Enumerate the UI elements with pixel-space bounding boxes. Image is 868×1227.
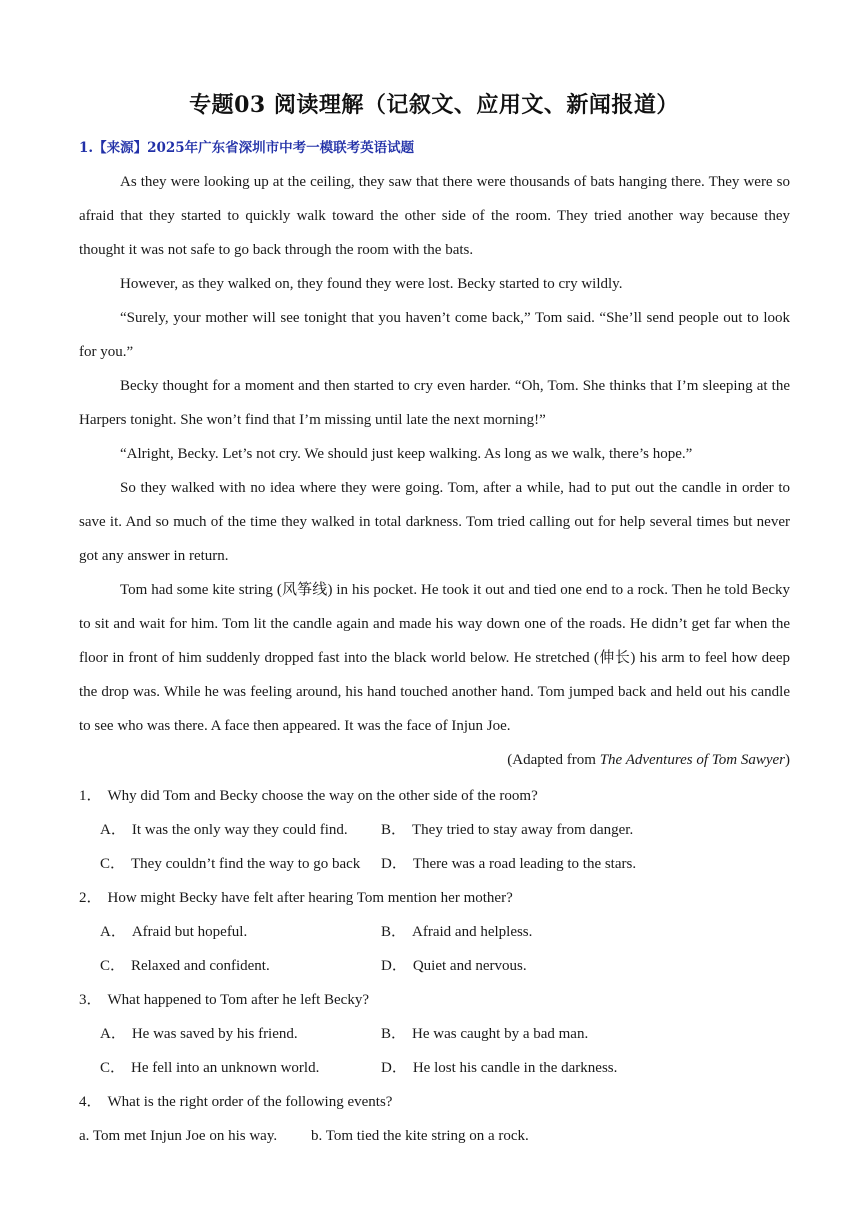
reading-passage	[79, 165, 790, 777]
option-d[interactable]	[381, 1051, 790, 1085]
question-stem: What happened to Tom after he left Becky?	[107, 992, 369, 1008]
event-list	[79, 1119, 790, 1153]
question-list	[79, 779, 790, 1153]
option-b[interactable]	[381, 915, 790, 949]
option-b[interactable]	[381, 1017, 790, 1051]
option-row	[79, 813, 790, 847]
option-row	[79, 1017, 790, 1051]
question-stem: What is the right order of the following events?	[107, 1094, 393, 1110]
passage-paragraph: However, as they walked on, they found they were lost. Becky started to cry wildly.	[120, 276, 623, 292]
option-text: Afraid but hopeful.	[131, 924, 248, 940]
option-row	[79, 847, 790, 881]
citation-prefix: (Adapted from	[507, 752, 600, 768]
citation-book-title: The Adventures of Tom Sawyer	[599, 752, 785, 768]
passage-paragraph: As they were looking up at the ceiling, they saw that there were thousands of bats hanging there. They were so afraid that they started to quickly walk toward the other side of the room. They tried another way because they thought it was not safe to go back through the room with the bats.	[79, 174, 790, 258]
option-letter: B．	[381, 924, 407, 940]
option-text: It was the only way they could find.	[131, 822, 348, 838]
question-4	[79, 1085, 790, 1119]
option-c[interactable]	[79, 847, 381, 881]
passage-paragraph: So they walked with no idea where they were going. Tom, after a while, had to put out the candle in order to save it. And so much of the time they walked in total darkness. Tom tried calling out for help several times but never got any answer in return.	[79, 480, 790, 564]
question-stem: How might Becky have felt after hearing Tom mention her mother?	[107, 890, 513, 906]
option-row	[79, 915, 790, 949]
option-text: They couldn’t find the way to go back	[131, 856, 361, 872]
option-text: There was a road leading to the stars.	[412, 856, 637, 872]
question-2	[79, 881, 790, 915]
option-a[interactable]	[79, 1017, 381, 1051]
option-row	[79, 1051, 790, 1085]
option-letter: D．	[381, 856, 407, 872]
option-text: He lost his candle in the darkness.	[412, 1060, 618, 1076]
passage-paragraph: Becky thought for a moment and then started to cry even harder. “Oh, Tom. She thinks that I’m sleeping at the Harpers tonight. She won’t find that I’m missing until late the next morning!”	[79, 378, 790, 428]
option-text: He fell into an unknown world.	[131, 1060, 320, 1076]
event-a: a. Tom met Injun Joe on his way.	[79, 1128, 278, 1144]
question-source: 1.【来源】2025年广东省深圳市中考一模联考英语试题	[79, 140, 415, 156]
option-letter: B．	[381, 1026, 407, 1042]
passage-citation	[79, 743, 790, 777]
option-letter: A．	[100, 1026, 126, 1042]
option-letter: B．	[381, 822, 407, 838]
page-title: 专题03 阅读理解（记叙文、应用文、新闻报道）	[189, 92, 679, 118]
option-text: They tried to stay away from danger.	[412, 822, 634, 838]
option-d[interactable]	[381, 949, 790, 983]
question-stem: Why did Tom and Becky choose the way on the other side of the room?	[107, 788, 538, 804]
option-text: Quiet and nervous.	[412, 958, 527, 974]
option-c[interactable]	[79, 1051, 381, 1085]
option-row	[79, 949, 790, 983]
passage-paragraph: “Surely, your mother will see tonight that you haven’t come back,” Tom said. “She’ll send people out to look for you.”	[79, 310, 790, 360]
event-b: b. Tom tied the kite string on a rock.	[311, 1128, 529, 1144]
option-letter: C．	[100, 1060, 126, 1076]
question-3	[79, 983, 790, 1017]
option-c[interactable]	[79, 949, 381, 983]
option-a[interactable]	[79, 813, 381, 847]
option-text: He was caught by a bad man.	[412, 1026, 589, 1042]
option-letter: C．	[100, 958, 126, 974]
question-number: 2．	[79, 890, 102, 906]
option-letter: D．	[381, 1060, 407, 1076]
passage-paragraph: “Alright, Becky. Let’s not cry. We should just keep walking. As long as we walk, there’s hope.”	[120, 446, 693, 462]
question-number: 4．	[79, 1094, 102, 1110]
option-letter: A．	[100, 822, 126, 838]
question-number: 1．	[79, 788, 102, 804]
option-letter: C．	[100, 856, 126, 872]
option-text: He was saved by his friend.	[131, 1026, 298, 1042]
citation-suffix: )	[785, 752, 790, 768]
option-a[interactable]	[79, 915, 381, 949]
option-text: Relaxed and confident.	[131, 958, 270, 974]
option-letter: D．	[381, 958, 407, 974]
option-letter: A．	[100, 924, 126, 940]
option-text: Afraid and helpless.	[412, 924, 533, 940]
passage-paragraph: Tom had some kite string (风筝线) in his pocket. He took it out and tied one end to a rock. Then he told Becky to sit and wait for him. Tom lit the candle again and made his way down one of the roads. He didn’t get far when the floor in front of him suddenly dropped fast into the black world below. He stretched (伸长) his arm to feel how deep the drop was. While he was feeling around, his hand touched another hand. Tom jumped back and held out his candle to see who was there. A face then appeared. It was the face of Injun Joe.	[79, 582, 790, 734]
question-1	[79, 779, 790, 813]
question-number: 3．	[79, 992, 102, 1008]
option-b[interactable]	[381, 813, 790, 847]
option-d[interactable]	[381, 847, 790, 881]
